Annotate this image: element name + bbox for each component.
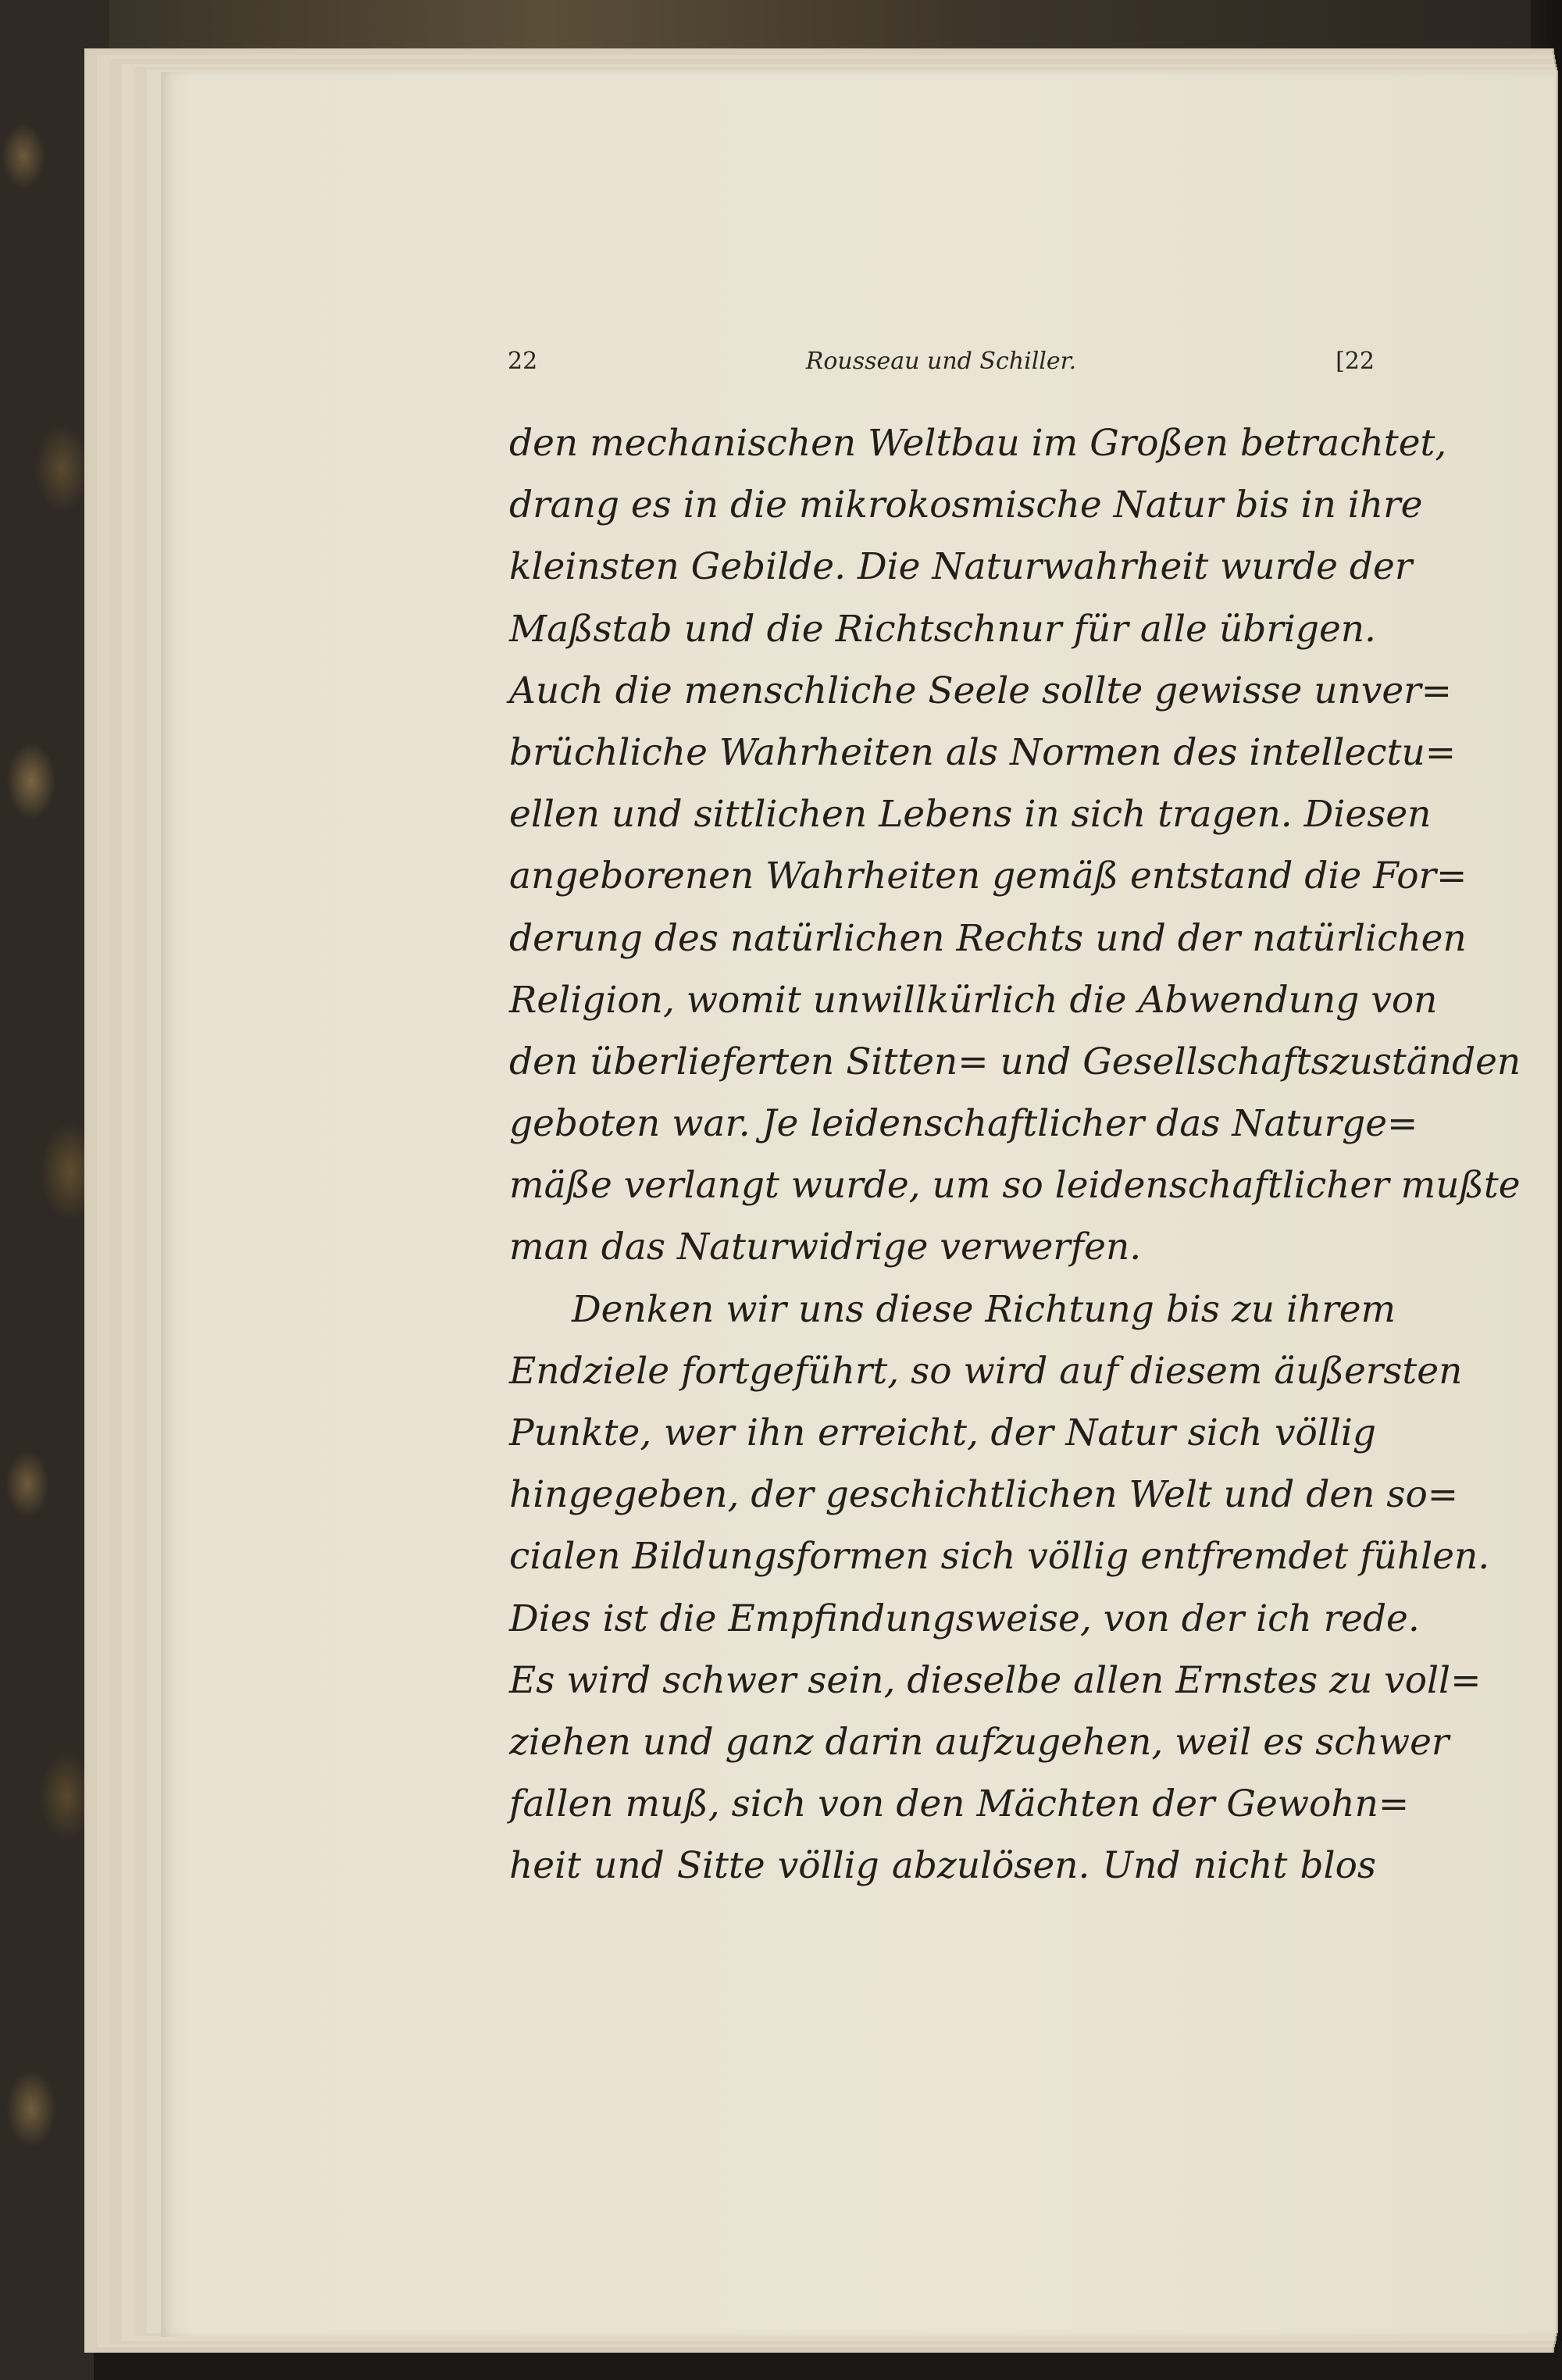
- text-line: heit und Sitte völlig abzulösen. Und nicht blos: [509, 1844, 1376, 1888]
- text-line: Auch die menschliche Seele sollte gewisse unver=: [509, 669, 1453, 712]
- text-line: den mechanischen Weltbau im Großen betrachtet,: [509, 422, 1447, 465]
- text-line: ziehen und ganz darin aufzugehen, weil es schwer: [509, 1720, 1450, 1764]
- text-line: angeborenen Wahrheiten gemäß entstand die For=: [509, 855, 1467, 898]
- page-reference: [22: [1336, 348, 1375, 375]
- text-line: kleinsten Gebilde. Die Naturwahrheit wurde der: [509, 545, 1413, 589]
- text-line: geboten war. Je leidenschaftlicher das Naturge=: [509, 1102, 1418, 1146]
- text-line: fallen muß, sich von den Mächten der Gewohn=: [509, 1782, 1410, 1826]
- text-line: Punkte, wer ihn erreicht, der Natur sich völlig: [509, 1411, 1376, 1454]
- text-line: drang es in die mikrokosmische Natur bis in ihre: [509, 483, 1423, 527]
- text-line: mäße verlangt wurde, um so leidenschaftlicher mußte: [509, 1164, 1521, 1208]
- text-line: den überlieferten Sitten= und Gesellschaftszuständen: [509, 1040, 1521, 1083]
- text-line: derung des natürlichen Rechts und der natürlichen: [509, 916, 1467, 960]
- running-title: Rousseau und Schiller.: [805, 348, 1077, 375]
- paragraph-last-line: man das Naturwidrige verwerfen.: [509, 1226, 1142, 1269]
- text-line: Religion, womit unwillkürlich die Abwendung von: [509, 978, 1438, 1022]
- page-header: [508, 348, 1375, 379]
- text-line: Es wird schwer sein, dieselbe allen Ernstes zu voll=: [509, 1658, 1482, 1702]
- text-line: Endziele fortgeführt, so wird auf diesem äußersten: [509, 1349, 1463, 1393]
- text-line: Maßstab und die Richtschnur für alle übrigen.: [509, 607, 1376, 651]
- body-text: [509, 412, 1521, 1897]
- text-line: Dies ist die Empfindungsweise, von der ich rede.: [509, 1597, 1420, 1640]
- book-cover-top-edge: [109, 0, 1562, 55]
- text-line: hingegeben, der geschichtlichen Welt und den so=: [509, 1473, 1459, 1517]
- page-number: 22: [508, 348, 538, 375]
- paragraph-first-line: Denken wir uns diese Richtung bis zu ihrem: [572, 1287, 1396, 1331]
- text-line: brüchliche Wahrheiten als Normen des intellectu=: [509, 730, 1457, 774]
- text-line: cialen Bildungsformen sich völlig entfremdet fühlen.: [509, 1535, 1490, 1579]
- text-line: ellen und sittlichen Lebens in sich tragen. Diesen: [509, 793, 1432, 837]
